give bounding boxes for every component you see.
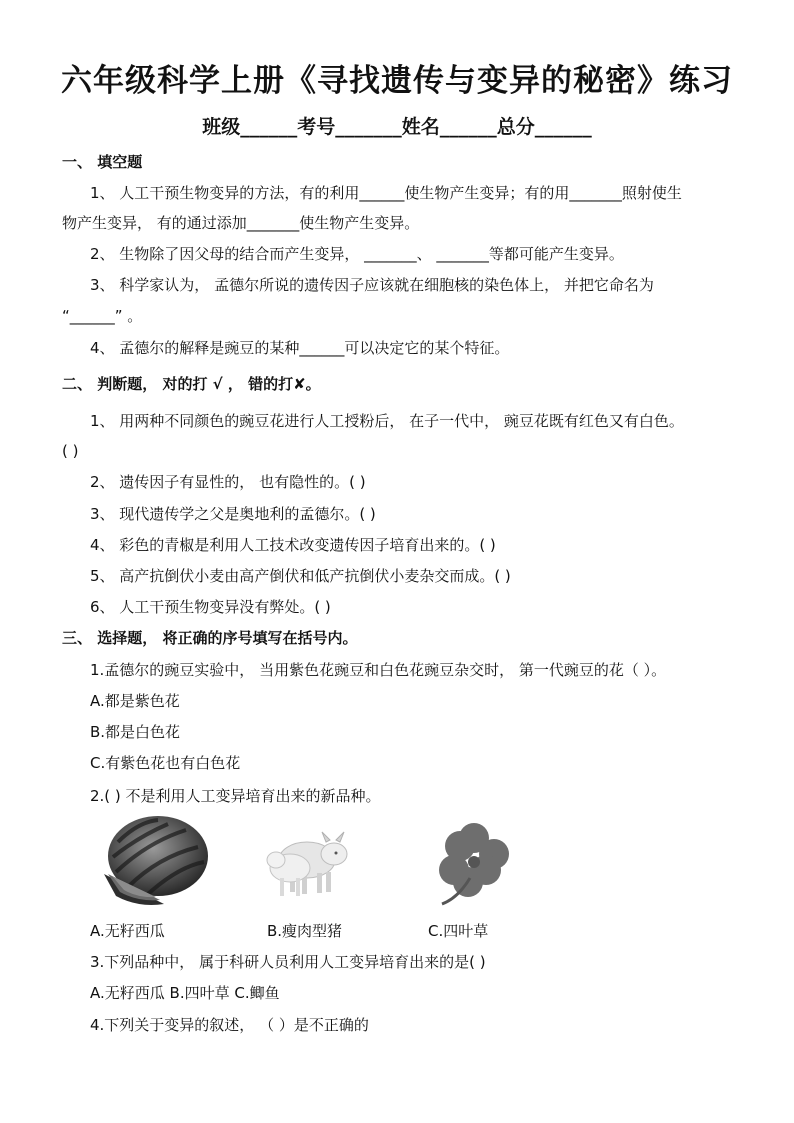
tf-q4: 4、 彩色的青椒是利用人工技术改变遗传因子培育出来的。( ) (90, 536, 496, 554)
four-leaf-clover-image (428, 820, 518, 910)
tf-q6: 6、 人工干预生物变异没有弊处。( ) (90, 598, 331, 616)
choice-q2: 2.( ) 不是利用人工变异培育出来的新品种。 (90, 787, 381, 805)
section-true-false-heading: 二、 判断题， 对的打 √ ， 错的打✘。 (62, 375, 321, 393)
tf-q2: 2、 遗传因子有显性的， 也有隐性的。( ) (90, 473, 366, 491)
choice-q1-option-a: A.都是紫色花 (90, 692, 180, 710)
choice-q2-option-c: C.四叶草 (428, 922, 489, 940)
choice-q1: 1.孟德尔的豌豆实验中， 当用紫色花豌豆和白色花豌豆杂交时， 第一代豌豆的花（ ）。 (90, 661, 667, 679)
fill-q1-line2: 物产生变异， 有的通过添加_______使生物产生变异。 (62, 214, 420, 232)
fill-q2: 2、 生物除了因父母的结合而产生变异， _______、 _______等都可能产生变异。 (90, 245, 624, 263)
section-fill-blank-heading: 一、 填空题 (62, 153, 143, 171)
tf-q1-line2: ( ) (62, 442, 79, 460)
fill-q1-line1: 1、 人工干预生物变异的方法，有的利用______使生物产生变异；有的用_______照射使生 (90, 184, 682, 202)
fill-q3-line2: “______” 。 (62, 307, 143, 325)
fill-q3-line1: 3、 科学家认为， 孟德尔所说的遗传因子应该就在细胞核的染色体上， 并把它命名为 (90, 276, 654, 294)
fill-q4: 4、 孟德尔的解释是豌豆的某种______可以决定它的某个特征。 (90, 339, 510, 357)
tf-q3: 3、 现代遗传学之父是奥地利的孟德尔。( ) (90, 505, 376, 523)
choice-q1-option-c: C.有紫色花也有白色花 (90, 754, 241, 772)
section-choice-heading: 三、 选择题， 将正确的序号填写在括号内。 (62, 629, 358, 647)
page-title: 六年级科学上册《寻找遗传与变异的秘密》练习 (61, 63, 733, 99)
choice-q3: 3.下列品种中， 属于科研人员利用人工变异培育出来的是( ) (90, 953, 486, 971)
watermelon-image (98, 812, 214, 908)
pigs-image (262, 818, 368, 906)
choice-q3-options: A.无籽西瓜 B.四叶草 C.鲫鱼 (90, 984, 280, 1002)
choice-q2-option-a: A.无籽西瓜 (90, 922, 165, 940)
choice-q2-option-b: B.瘦肉型猪 (267, 922, 343, 940)
tf-q5: 5、 高产抗倒伏小麦由高产倒伏和低产抗倒伏小麦杂交而成。( ) (90, 567, 511, 585)
student-info-line: 班级______考号_______姓名______总分______ (202, 116, 592, 138)
tf-q1-line1: 1、 用两种不同颜色的豌豆花进行人工授粉后， 在子一代中， 豌豆花既有红色又有白色。 (90, 412, 684, 430)
choice-q1-option-b: B.都是白色花 (90, 723, 181, 741)
choice-q4: 4.下列关于变异的叙述， （ ）是不正确的 (90, 1016, 369, 1034)
